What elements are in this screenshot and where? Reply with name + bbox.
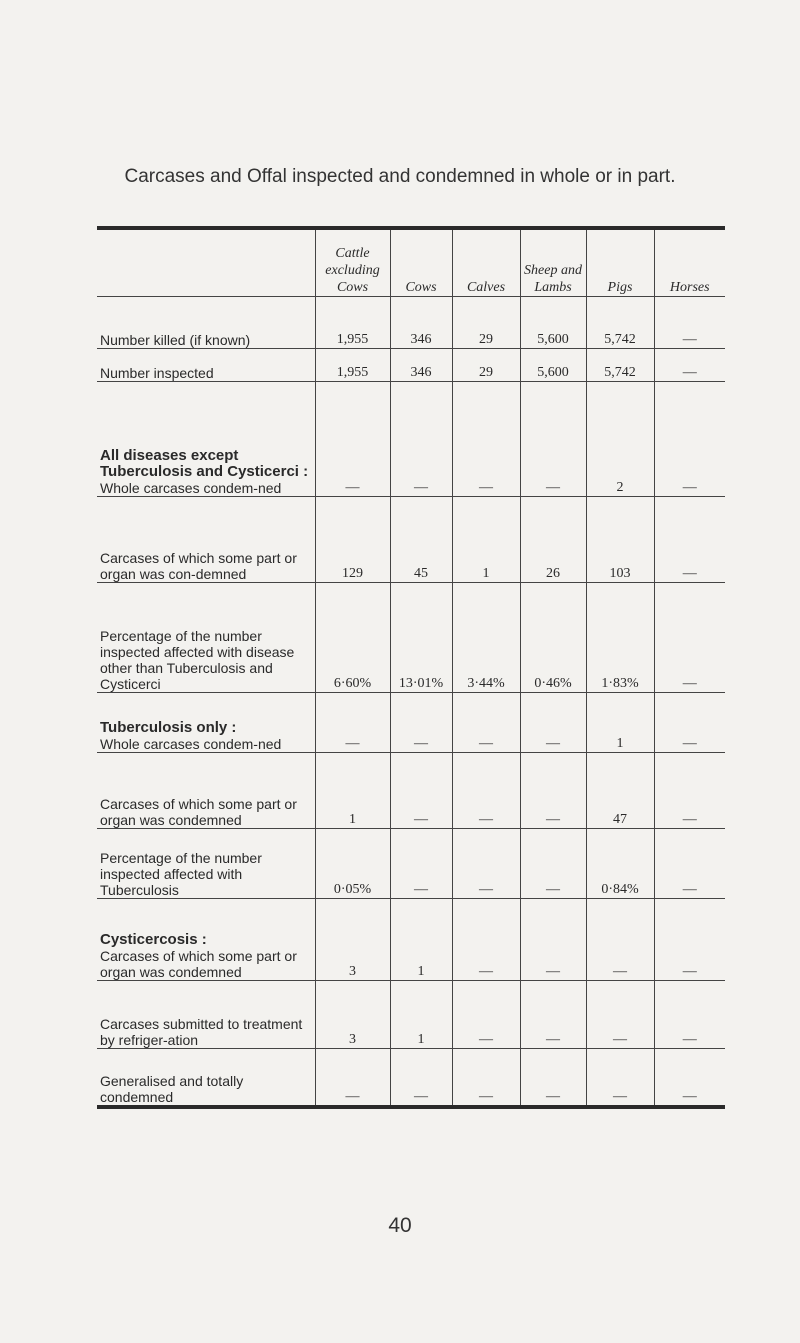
inspection-table xyxy=(97,226,725,1109)
row-label-cell xyxy=(97,899,315,981)
value-cell: — xyxy=(390,1049,452,1107)
table-row xyxy=(97,899,725,981)
header-row xyxy=(97,228,725,297)
section-heading: Tuberculosis only : xyxy=(100,719,237,736)
value-cell: 13·01% xyxy=(390,583,452,693)
value-cell: — xyxy=(520,382,586,497)
row-label: Number killed (if known) xyxy=(100,332,251,348)
column-header: Sheep and Lambs xyxy=(520,228,586,297)
value-cell: 346 xyxy=(390,297,452,349)
value-cell: — xyxy=(390,829,452,899)
row-label-cell xyxy=(97,1049,315,1107)
table-row xyxy=(97,297,725,349)
column-header: Pigs xyxy=(586,228,654,297)
value-cell: — xyxy=(315,1049,390,1107)
value-cell: 1 xyxy=(390,899,452,981)
value-cell: 1 xyxy=(586,693,654,753)
value-cell: 3·44% xyxy=(452,583,520,693)
value-cell: — xyxy=(654,693,725,753)
value-cell: — xyxy=(586,1049,654,1107)
row-label-cell xyxy=(97,583,315,693)
value-cell: — xyxy=(520,753,586,829)
value-cell: — xyxy=(390,693,452,753)
row-label: Number inspected xyxy=(100,365,214,381)
value-cell: — xyxy=(520,693,586,753)
value-cell: — xyxy=(452,382,520,497)
value-cell: — xyxy=(520,981,586,1049)
column-header: Calves xyxy=(452,228,520,297)
column-header: Cows xyxy=(390,228,452,297)
value-cell: — xyxy=(390,753,452,829)
row-label-cell xyxy=(97,693,315,753)
value-cell: — xyxy=(654,583,725,693)
value-cell: 0·05% xyxy=(315,829,390,899)
table-row xyxy=(97,583,725,693)
value-cell: — xyxy=(452,829,520,899)
value-cell: — xyxy=(452,1049,520,1107)
value-cell: — xyxy=(520,899,586,981)
row-label-cell xyxy=(97,297,315,349)
row-label-cell xyxy=(97,981,315,1049)
row-label: Generalised and totally condemned xyxy=(100,1072,244,1105)
value-cell: 26 xyxy=(520,497,586,583)
column-header: Cattle excluding Cows xyxy=(315,228,390,297)
table-row xyxy=(97,829,725,899)
value-cell: 6·60% xyxy=(315,583,390,693)
section-heading: Cysticercosis : xyxy=(100,931,207,948)
table-row xyxy=(97,1049,725,1107)
value-cell: — xyxy=(520,829,586,899)
value-cell: — xyxy=(520,1049,586,1107)
row-label: Percentage of the number inspected affected with disease other than Tuberculosis and Cysticerci xyxy=(100,628,295,692)
value-cell: — xyxy=(452,693,520,753)
row-label-cell xyxy=(97,829,315,899)
column-header: Horses xyxy=(654,228,725,297)
value-cell: — xyxy=(315,382,390,497)
value-cell: 29 xyxy=(452,349,520,382)
value-cell: 129 xyxy=(315,497,390,583)
value-cell: — xyxy=(654,297,725,349)
value-cell: 47 xyxy=(586,753,654,829)
value-cell: — xyxy=(654,899,725,981)
value-cell: 29 xyxy=(452,297,520,349)
row-label: Percentage of the number inspected affected with Tuberculosis xyxy=(100,850,262,898)
row-label-cell xyxy=(97,349,315,382)
value-cell: 1 xyxy=(390,981,452,1049)
value-cell: 1 xyxy=(452,497,520,583)
value-cell: — xyxy=(654,829,725,899)
value-cell: 1,955 xyxy=(315,349,390,382)
value-cell: — xyxy=(654,349,725,382)
value-cell: — xyxy=(654,497,725,583)
value-cell: — xyxy=(586,981,654,1049)
value-cell: 5,600 xyxy=(520,297,586,349)
table-row xyxy=(97,693,725,753)
value-cell: 1·83% xyxy=(586,583,654,693)
row-label: Carcases of which some part or organ was condemned xyxy=(100,796,297,828)
section-heading: All diseases except Tuberculosis and Cysticerci : xyxy=(100,447,309,480)
row-label-cell xyxy=(97,753,315,829)
row-label: Carcases of which some part or organ was condemned xyxy=(100,948,297,980)
value-cell: — xyxy=(654,1049,725,1107)
value-cell: 1,955 xyxy=(315,297,390,349)
value-cell: — xyxy=(390,382,452,497)
value-cell: 103 xyxy=(586,497,654,583)
table-row xyxy=(97,981,725,1049)
table-row xyxy=(97,497,725,583)
value-cell: 2 xyxy=(586,382,654,497)
row-label-cell xyxy=(97,497,315,583)
value-cell: — xyxy=(654,753,725,829)
page-number: 40 xyxy=(388,1214,412,1237)
table-row xyxy=(97,382,725,497)
row-label: Carcases of which some part or organ was con-demned xyxy=(100,550,297,582)
value-cell: — xyxy=(452,981,520,1049)
value-cell: — xyxy=(654,981,725,1049)
value-cell: — xyxy=(654,382,725,497)
value-cell: — xyxy=(586,899,654,981)
row-label: Carcases submitted to treatment by refriger-ation xyxy=(100,1016,303,1048)
header-blank xyxy=(97,228,315,297)
table-row xyxy=(97,349,725,382)
value-cell: 1 xyxy=(315,753,390,829)
value-cell: — xyxy=(452,899,520,981)
value-cell: 5,742 xyxy=(586,349,654,382)
row-label: Whole carcases condem-ned xyxy=(100,480,282,496)
row-label-cell xyxy=(97,382,315,497)
table-row xyxy=(97,753,725,829)
value-cell: — xyxy=(452,753,520,829)
value-cell: 5,742 xyxy=(586,297,654,349)
value-cell: — xyxy=(315,693,390,753)
value-cell: 3 xyxy=(315,899,390,981)
row-label: Whole carcases condem-ned xyxy=(100,736,282,752)
value-cell: 0·84% xyxy=(586,829,654,899)
value-cell: 0·46% xyxy=(520,583,586,693)
value-cell: 5,600 xyxy=(520,349,586,382)
value-cell: 3 xyxy=(315,981,390,1049)
page-title: Carcases and Offal inspected and condemned in whole or in part. xyxy=(124,166,676,187)
value-cell: 45 xyxy=(390,497,452,583)
value-cell: 346 xyxy=(390,349,452,382)
